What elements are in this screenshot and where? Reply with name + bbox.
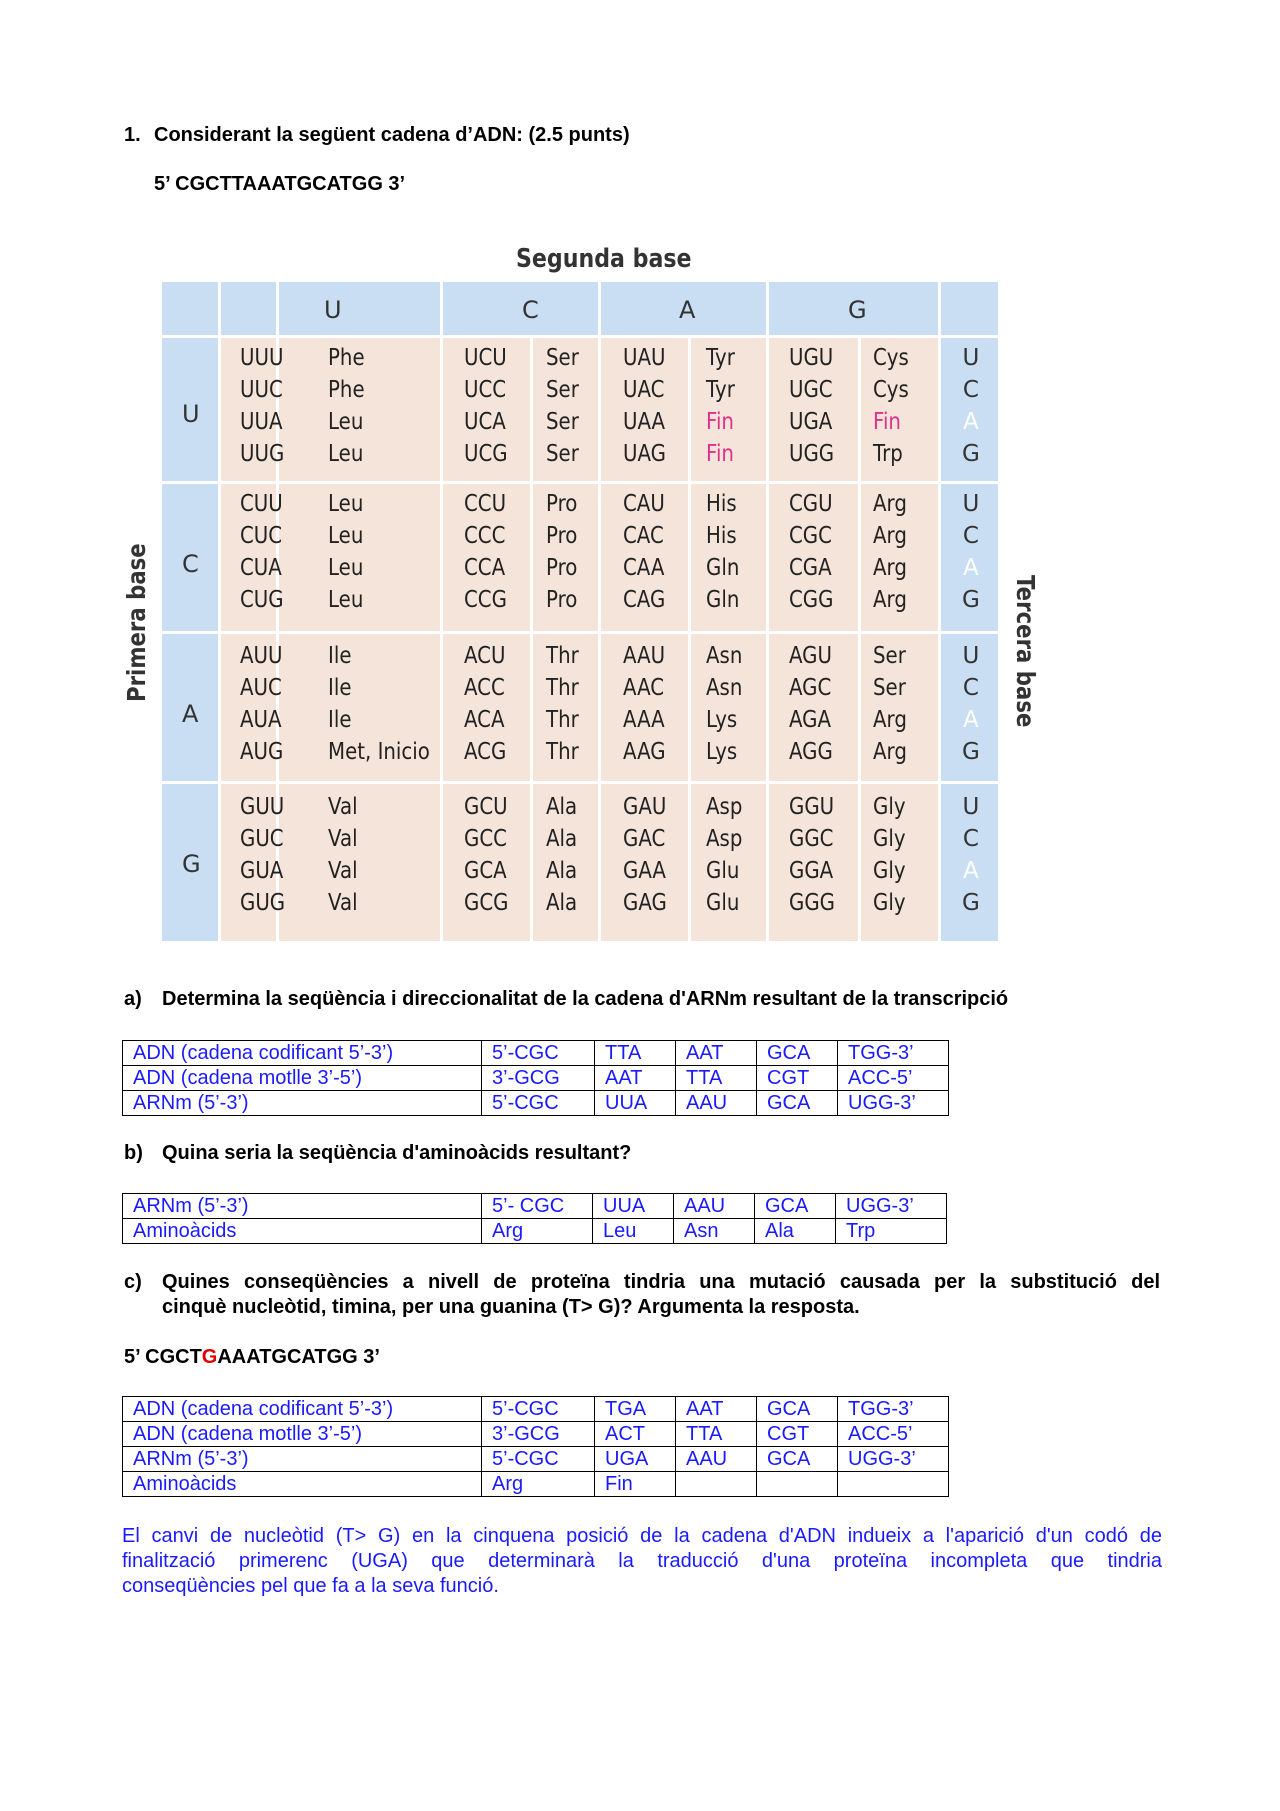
part-b-label: b) (124, 1142, 143, 1164)
codon-table (162, 282, 998, 941)
codon: UCC (464, 377, 507, 403)
amino-acid: Fin (873, 409, 901, 435)
codon-header-band (162, 282, 998, 337)
answer-table-b (122, 1193, 947, 1244)
part-b-question: Quina seria la seqüència d'aminoàcids resultant? (162, 1142, 632, 1164)
amino-acid: Gln (706, 555, 740, 581)
codon: AGC (789, 675, 832, 701)
amino-acid: Ile (328, 643, 352, 669)
table-cell: AAU (676, 1447, 757, 1472)
amino-acid: Phe (328, 345, 365, 371)
amino-acid: Ala (546, 794, 578, 820)
amino-acid: Arg (873, 739, 907, 765)
amino-acid-list (873, 488, 907, 616)
codon-list (623, 791, 667, 919)
table-row (123, 1219, 947, 1244)
answer-line-1: El canvi de nucleòtid (T> G) en la cinquena posició de la cadena d'ADN indueix a l'aparició d'un codó de (122, 1525, 1162, 1547)
codon-list (789, 640, 833, 768)
codon-list (464, 640, 506, 768)
table-row (123, 1194, 947, 1219)
codon: CCA (464, 555, 506, 581)
amino-acid: Thr (546, 675, 579, 701)
amino-acid: Met, Inicio (328, 739, 430, 765)
codon-header-separator (162, 335, 998, 338)
amino-acid: Ala (546, 858, 578, 884)
codon: AAU (623, 643, 666, 669)
codon-list (623, 488, 665, 616)
table-cell: ACC-5’ (838, 1422, 949, 1447)
table-cell: UGG-3’ (836, 1194, 947, 1219)
table-cell: TGG-3’ (838, 1397, 949, 1422)
table-cell: GCA (757, 1041, 838, 1066)
codon-row-separator (162, 631, 998, 634)
third-base-list (962, 791, 980, 919)
codon-list (789, 791, 835, 919)
codon: UGU (789, 345, 834, 371)
codon: AUU (240, 643, 283, 669)
answer-line-2: finalització primerenc (UGA) que determinarà la traducció d'una proteïna incompleta que tindria (122, 1550, 1162, 1572)
third-base: G (962, 739, 980, 765)
amino-acid-list (546, 791, 577, 919)
table-cell: AAT (595, 1066, 676, 1091)
amino-acid: Cys (873, 345, 909, 371)
first-base-label: Primera base (122, 543, 151, 702)
codon-list (623, 640, 666, 768)
third-base: A (963, 555, 979, 581)
codon: GAA (623, 858, 666, 884)
amino-acid: Pro (546, 491, 578, 517)
codon: UAC (623, 377, 665, 403)
amino-acid: Lys (706, 739, 738, 765)
part-a-question: Determina la seqüència i direccionalitat de la cadena d'ARNm resultant de la transcripció (162, 988, 1009, 1010)
table-cell: Ala (755, 1219, 836, 1244)
part-c-question-line1: Quines conseqüències a nivell de proteïna tindria una mutació causada per la substitució del (162, 1271, 1160, 1293)
codon: GUU (240, 794, 285, 820)
codon: CCU (464, 491, 507, 517)
codon: UGC (789, 377, 833, 403)
amino-acid-list (328, 791, 358, 919)
col-header-c: C (522, 296, 539, 324)
amino-acid: Arg (873, 523, 907, 549)
amino-acid-list (706, 488, 739, 616)
amino-acid: Val (328, 794, 358, 820)
amino-acid: Thr (546, 739, 579, 765)
amino-acid: Leu (328, 441, 364, 467)
codon: UAU (623, 345, 666, 371)
mutated-suffix: AAATGCATGG 3’ (217, 1346, 380, 1368)
table-row (123, 1066, 949, 1091)
amino-acid: Asn (706, 643, 743, 669)
third-base: C (962, 826, 979, 852)
codon-list (464, 791, 508, 919)
amino-acid: Ser (873, 675, 906, 701)
codon-column-separator (598, 282, 601, 941)
mutated-sequence (124, 1346, 380, 1369)
second-base-label: Segunda base (516, 244, 692, 274)
codon: AGA (789, 707, 832, 733)
table-cell: 3’-GCG (482, 1422, 595, 1447)
amino-acid: Tyr (706, 377, 735, 403)
table-cell: ARNm (5’-3’) (123, 1194, 482, 1219)
table-cell: TTA (595, 1041, 676, 1066)
codon: CGA (789, 555, 832, 581)
table-cell: UGA (595, 1447, 676, 1472)
amino-acid: Pro (546, 587, 578, 613)
codon: AGU (789, 643, 832, 669)
table-cell: 5’-CGC (482, 1447, 595, 1472)
codon: AAA (623, 707, 665, 733)
amino-acid: Leu (328, 555, 364, 581)
table-cell: ARNm (5’-3’) (123, 1091, 482, 1116)
third-base-list (962, 342, 980, 470)
codon: CCC (464, 523, 506, 549)
third-base: A (963, 858, 979, 884)
amino-acid: Ala (546, 826, 578, 852)
col-header-u: U (324, 296, 342, 324)
table-cell: Aminoàcids (123, 1219, 482, 1244)
codon-band-separator (218, 282, 221, 941)
table-cell: 5’-CGC (482, 1397, 595, 1422)
answer-paragraph (122, 1524, 1162, 1599)
amino-acid: Gln (706, 587, 740, 613)
codon: GCU (464, 794, 508, 820)
codon: UCU (464, 345, 507, 371)
table-cell: Trp (836, 1219, 947, 1244)
amino-acid: Leu (328, 491, 364, 517)
amino-acid: Ser (546, 441, 579, 467)
amino-acid: Gly (873, 794, 906, 820)
table-cell: 5’-CGC (482, 1091, 595, 1116)
table-cell: ADN (cadena motlle 3’-5’) (123, 1422, 482, 1447)
third-base: U (962, 643, 980, 669)
table-cell: Leu (593, 1219, 674, 1244)
codon: CAU (623, 491, 665, 517)
codon: UCA (464, 409, 506, 435)
amino-acid: Leu (328, 523, 364, 549)
amino-acid: His (706, 523, 737, 549)
table-row (123, 1091, 949, 1116)
amino-acid: Val (328, 858, 358, 884)
amino-acid: Val (328, 890, 358, 916)
amino-acid: Leu (328, 587, 364, 613)
table-cell: 5’-CGC (482, 1041, 595, 1066)
table-cell: TGA (595, 1397, 676, 1422)
third-base: G (962, 890, 980, 916)
codon: UGG (789, 441, 835, 467)
third-base: C (962, 377, 979, 403)
third-base: C (962, 523, 979, 549)
table-cell: GCA (755, 1194, 836, 1219)
codon-column-separator (858, 337, 861, 941)
codon-column-separator (688, 337, 691, 941)
codon: CGC (789, 523, 832, 549)
table-cell: TGG-3’ (838, 1041, 949, 1066)
amino-acid: Cys (873, 377, 909, 403)
amino-acid-list (328, 342, 365, 470)
mutated-prefix: 5’ CGCT (124, 1346, 202, 1368)
table-cell: ADN (cadena codificant 5’-3’) (123, 1041, 482, 1066)
codon: CAA (623, 555, 665, 581)
amino-acid: Glu (706, 890, 740, 916)
amino-acid: Thr (546, 643, 579, 669)
codon-list (240, 791, 285, 919)
codon: UAG (623, 441, 666, 467)
table-cell: UUA (593, 1194, 674, 1219)
table-cell (676, 1472, 757, 1497)
amino-acid: Gly (873, 826, 906, 852)
answer-table-c (122, 1396, 949, 1497)
third-base-label: Tercera base (1011, 575, 1040, 728)
codon: GGG (789, 890, 835, 916)
codon-row-separator (162, 481, 998, 484)
codon: GUC (240, 826, 284, 852)
codon-list (240, 342, 284, 470)
codon: UUG (240, 441, 285, 467)
amino-acid: Glu (706, 858, 740, 884)
codon: CUU (240, 491, 283, 517)
amino-acid-list (873, 640, 907, 768)
amino-acid-list (873, 342, 909, 470)
part-c-question-line2: cinquè nucleòtid, timina, per una guanina (T> G)? Argumenta la resposta. (162, 1296, 860, 1318)
table-row (123, 1397, 949, 1422)
table-cell (757, 1472, 838, 1497)
codon: UUC (240, 377, 283, 403)
table-cell: CGT (757, 1422, 838, 1447)
table-cell: UGG-3’ (838, 1447, 949, 1472)
amino-acid-list (328, 488, 363, 616)
codon-list (464, 488, 507, 616)
amino-acid-list (328, 640, 430, 768)
table-cell: AAT (676, 1041, 757, 1066)
question-title: Considerant la següent cadena d’ADN: (2.5 punts) (154, 124, 630, 146)
table-cell: UUA (595, 1091, 676, 1116)
table-cell: TTA (676, 1066, 757, 1091)
table-cell: ARNm (5’-3’) (123, 1447, 482, 1472)
codon: UUU (240, 345, 284, 371)
table-cell: 5’- CGC (482, 1194, 593, 1219)
amino-acid: Arg (873, 491, 907, 517)
amino-acid-list (546, 640, 579, 768)
codon-list (240, 640, 283, 768)
amino-acid: Pro (546, 555, 578, 581)
codon: AGG (789, 739, 833, 765)
amino-acid: Thr (546, 707, 579, 733)
table-cell (838, 1472, 949, 1497)
third-base: U (962, 345, 980, 371)
amino-acid-list (706, 640, 742, 768)
table-cell: GCA (757, 1091, 838, 1116)
codon: ACU (464, 643, 506, 669)
part-a-label: a) (124, 988, 142, 1010)
codon: GGC (789, 826, 834, 852)
codon: GAC (623, 826, 666, 852)
codon: GAG (623, 890, 667, 916)
codon-list (789, 342, 834, 470)
codon: GGA (789, 858, 834, 884)
third-base: A (963, 409, 979, 435)
codon-list (240, 488, 284, 616)
row-header-u: U (182, 400, 200, 428)
codon-row-separator (162, 781, 998, 784)
codon-column-separator (440, 282, 443, 941)
codon: UUA (240, 409, 283, 435)
amino-acid: Ala (546, 890, 578, 916)
table-cell: AAU (676, 1091, 757, 1116)
amino-acid-list (706, 342, 735, 470)
codon: GUA (240, 858, 284, 884)
codon: AUA (240, 707, 282, 733)
codon: AAG (623, 739, 666, 765)
answer-table-a (122, 1040, 949, 1116)
part-c-label: c) (124, 1271, 142, 1293)
amino-acid: Val (328, 826, 358, 852)
codon: ACG (464, 739, 507, 765)
amino-acid: Fin (706, 409, 734, 435)
codon: AAC (623, 675, 665, 701)
codon: CGG (789, 587, 834, 613)
amino-acid: Leu (328, 409, 364, 435)
row-header-g: G (182, 850, 201, 878)
third-base: G (962, 441, 980, 467)
codon: GCG (464, 890, 509, 916)
table-cell: GCA (757, 1447, 838, 1472)
third-base: C (962, 675, 979, 701)
amino-acid: Arg (873, 587, 907, 613)
row-header-a: A (182, 700, 199, 728)
amino-acid: Gly (873, 890, 906, 916)
codon-band-separator (938, 282, 941, 941)
amino-acid: Asp (706, 794, 743, 820)
col-header-a: A (679, 296, 696, 324)
table-row (123, 1041, 949, 1066)
codon: GCA (464, 858, 507, 884)
codon: CAC (623, 523, 664, 549)
answer-line-3: conseqüències pel que fa a la seva funció. (122, 1575, 499, 1597)
codon: GGU (789, 794, 835, 820)
codon: CUG (240, 587, 284, 613)
table-cell: GCA (757, 1397, 838, 1422)
table-cell: AAU (674, 1194, 755, 1219)
table-cell: 3’-GCG (482, 1066, 595, 1091)
table-cell: ACC-5’ (838, 1066, 949, 1091)
row-header-c: C (182, 550, 199, 578)
table-row (123, 1472, 949, 1497)
codon: UCG (464, 441, 508, 467)
amino-acid: Arg (873, 707, 907, 733)
table-cell: UGG-3’ (838, 1091, 949, 1116)
table-cell: Aminoàcids (123, 1472, 482, 1497)
third-base: A (963, 707, 979, 733)
amino-acid: Phe (328, 377, 365, 403)
codon-list (789, 488, 833, 616)
codon: CGU (789, 491, 833, 517)
amino-acid: Ser (873, 643, 906, 669)
third-base: U (962, 491, 980, 517)
table-row (123, 1447, 949, 1472)
amino-acid: Ser (546, 409, 579, 435)
amino-acid: Fin (706, 441, 734, 467)
third-base: G (962, 587, 980, 613)
amino-acid: Pro (546, 523, 578, 549)
codon-column-separator (766, 282, 769, 941)
amino-acid: Arg (873, 555, 907, 581)
amino-acid: Asn (706, 675, 743, 701)
codon: GCC (464, 826, 507, 852)
col-header-g: G (848, 296, 867, 324)
amino-acid: Ser (546, 345, 579, 371)
amino-acid: His (706, 491, 737, 517)
table-cell: ADN (cadena codificant 5’-3’) (123, 1397, 482, 1422)
amino-acid: Ile (328, 675, 352, 701)
table-cell: Asn (674, 1219, 755, 1244)
codon: ACC (464, 675, 505, 701)
codon: UAA (623, 409, 666, 435)
table-cell: ADN (cadena motlle 3’-5’) (123, 1066, 482, 1091)
table-cell: Arg (482, 1472, 595, 1497)
third-base-list (962, 640, 980, 768)
codon-list (623, 342, 666, 470)
codon: CAG (623, 587, 666, 613)
codon: CUA (240, 555, 282, 581)
third-base: U (962, 794, 980, 820)
amino-acid-list (546, 488, 577, 616)
amino-acid-list (546, 342, 579, 470)
codon: ACA (464, 707, 505, 733)
amino-acid: Gly (873, 858, 906, 884)
amino-acid-list (873, 791, 906, 919)
codon-column-separator (530, 337, 533, 941)
codon: GUG (240, 890, 286, 916)
table-cell: AAT (676, 1397, 757, 1422)
question-number: 1. (124, 124, 141, 146)
table-cell: TTA (676, 1422, 757, 1447)
codon: GAU (623, 794, 667, 820)
codon: AUC (240, 675, 282, 701)
amino-acid: Asp (706, 826, 743, 852)
table-cell: ACT (595, 1422, 676, 1447)
amino-acid-list (706, 791, 742, 919)
codon: AUG (240, 739, 284, 765)
mutated-base: G (201, 1346, 218, 1368)
amino-acid: Ile (328, 707, 352, 733)
table-row (123, 1422, 949, 1447)
amino-acid: Lys (706, 707, 738, 733)
amino-acid: Trp (873, 441, 903, 467)
codon: UGA (789, 409, 833, 435)
table-cell: CGT (757, 1066, 838, 1091)
codon: CCG (464, 587, 507, 613)
dna-sequence: 5’ CGCTTAAATGCATGG 3’ (154, 173, 406, 195)
codon-list (464, 342, 508, 470)
codon: CUC (240, 523, 283, 549)
table-cell: Arg (482, 1219, 593, 1244)
table-cell: Fin (595, 1472, 676, 1497)
amino-acid: Tyr (706, 345, 735, 371)
amino-acid: Ser (546, 377, 579, 403)
third-base-list (962, 488, 980, 616)
